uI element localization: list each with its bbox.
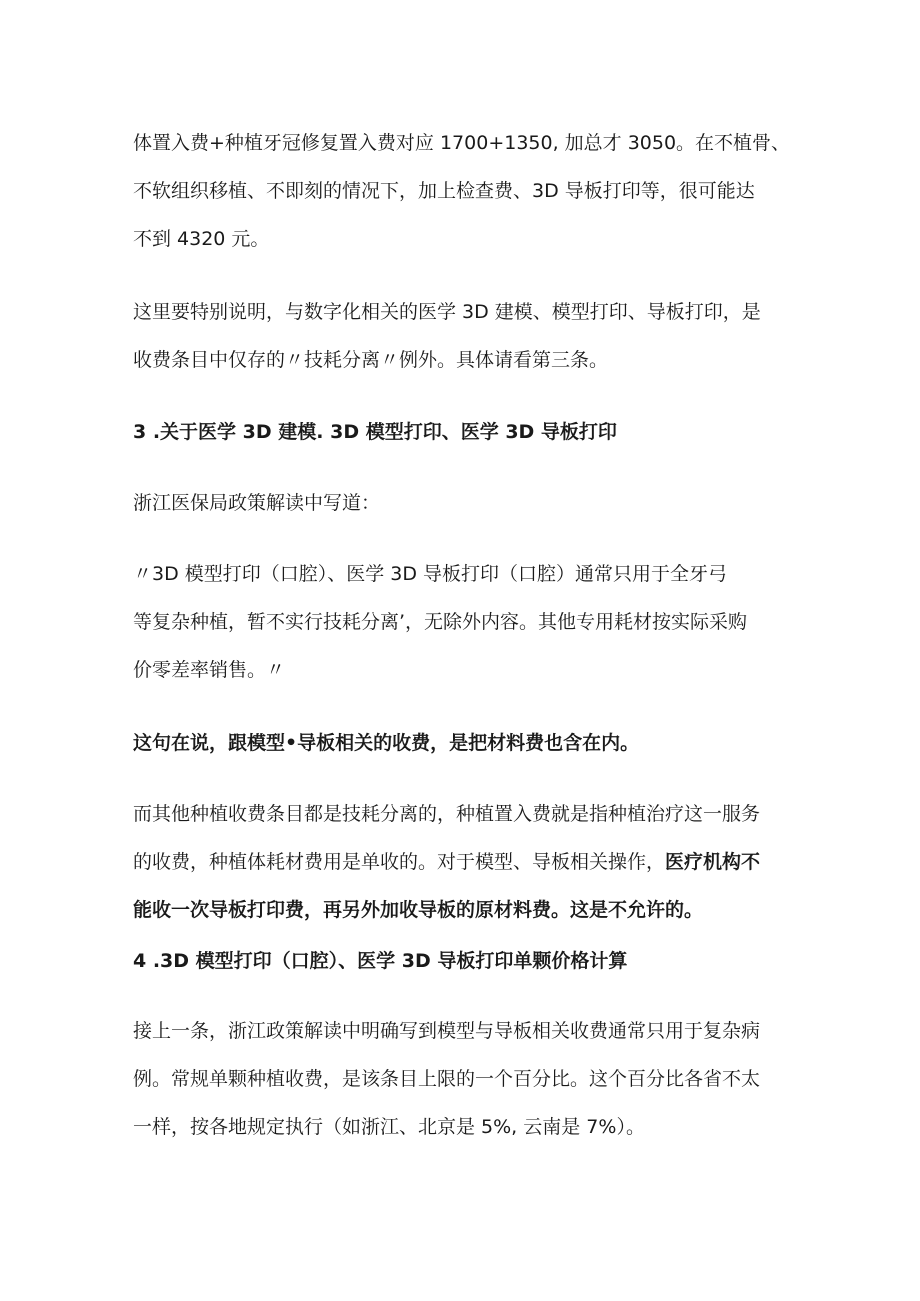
paragraph-zhejiang-intro	[133, 479, 813, 527]
text-line: 浙江医保局政策解读中写道：	[133, 492, 381, 514]
text-line: 接上一条，浙江政策解读中明确写到模型与导板相关收费通常只用于复杂病	[133, 1020, 761, 1042]
text-line: 不软组织移植、不即刻的情况下，加上检查费、3D 导板打印等，很可能达	[133, 180, 755, 202]
text-line: 不到 4320 元。	[133, 228, 270, 250]
text-line: 这里要特别说明，与数字化相关的医学 3D 建模、模型打印、导板打印，是	[133, 301, 761, 323]
text-line: 等复杂种植，暂不实行技耗分离’，无除外内容。其他专用耗材按实际采购	[133, 611, 748, 633]
text-line: 价零差率销售。〃	[133, 659, 286, 681]
section-heading-3: 3 .关于医学 3D 建模. 3D 模型打印、医学 3D 导板打印	[133, 421, 617, 443]
paragraph-material-included	[133, 719, 813, 767]
paragraph-unit-price	[133, 1007, 813, 1151]
text-line: 而其他种植收费条目都是技耗分离的，种植置入费就是指种植治疗这一服务	[133, 803, 761, 825]
paragraph-digital-exception	[133, 288, 813, 384]
text-line: 收费条目中仅存的〃技耗分离〃例外。具体请看第三条。	[133, 349, 609, 371]
text-line: 能收一次导板打印费，再另外加收导板的原材料费。这是不允许的。	[133, 899, 704, 921]
text-line: 这句在说，跟模型•导板相关的收费，是把材料费也含在内。	[133, 732, 640, 754]
section-heading-4: 4 .3D 模型打印（口腔）、医学 3D 导板打印单颗价格计算	[133, 950, 628, 972]
text-line	[133, 838, 813, 886]
text-emphasis: 医疗机构不	[665, 851, 761, 873]
text-line: 体置入费+种植牙冠修复置入费对应 1700+1350, 加总才 3050。在不植骨、	[133, 132, 791, 154]
text-line: 例。常规单颗种植收费，是该条目上限的一个百分比。这个百分比各省不太	[133, 1068, 761, 1090]
paragraph-separation-rule	[133, 790, 813, 934]
paragraph-policy-quote	[133, 550, 813, 694]
text-normal: 的收费，种植体耗材费用是单收的。对于模型、导板相关操作，	[133, 851, 666, 873]
paragraph-implant-fees	[133, 119, 813, 263]
text-line: 一样，按各地规定执行（如浙江、北京是 5%, 云南是 7%）。	[133, 1116, 645, 1138]
text-line: 〃3D 模型打印（口腔）、医学 3D 导板打印（口腔）通常只用于全牙弓	[133, 563, 728, 585]
